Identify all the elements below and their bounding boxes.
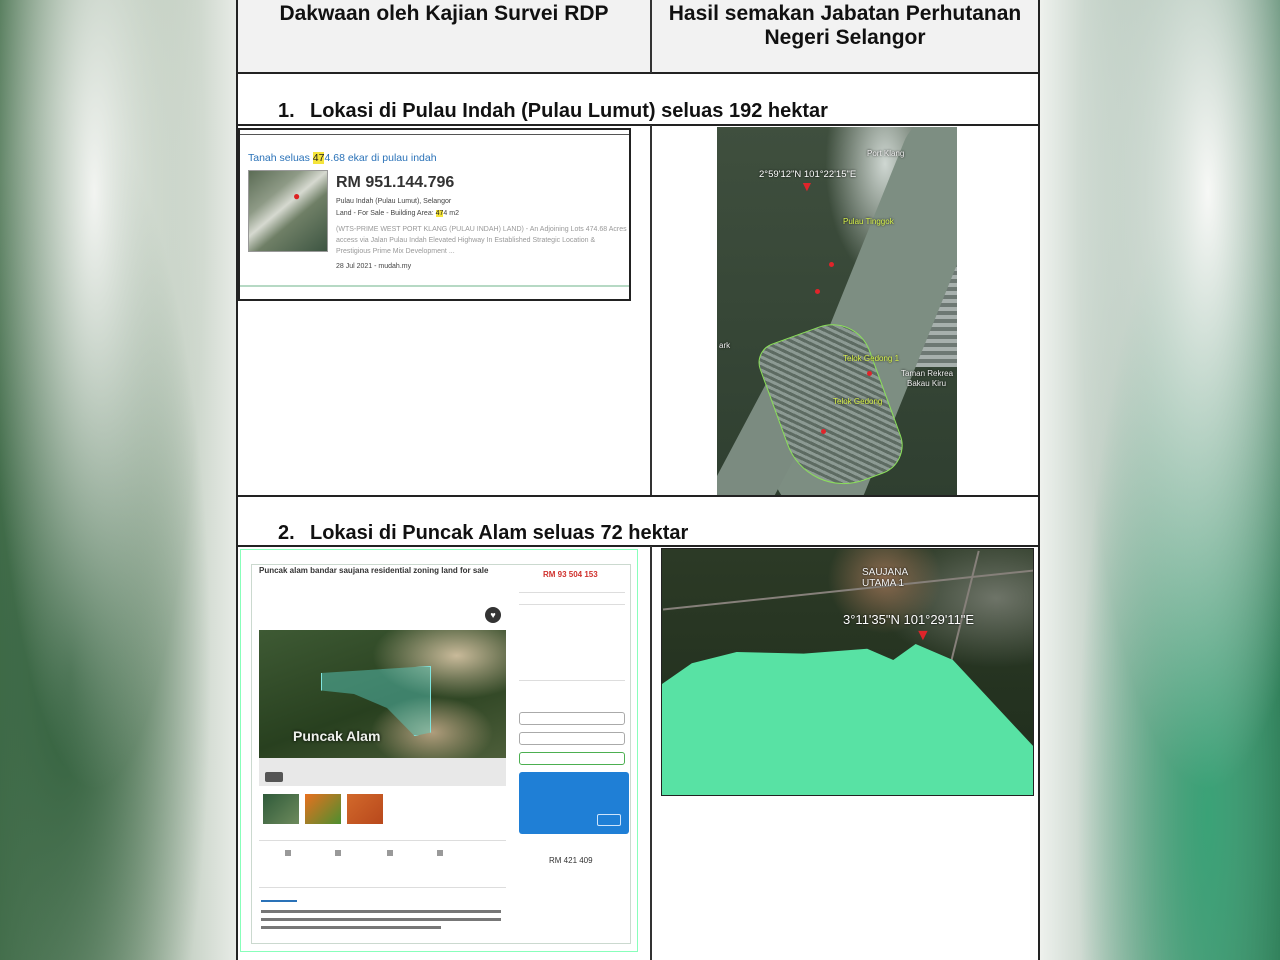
- listing-price: RM 951.144.796: [336, 174, 455, 191]
- spec-icon: [285, 850, 291, 856]
- table-rule: [238, 545, 1038, 547]
- description-text-line: [261, 926, 441, 929]
- document-page: [236, 0, 1040, 960]
- map-label-port-klang: Port Klang: [867, 149, 905, 158]
- section-1-title: [278, 100, 828, 123]
- listing-aerial-photo: [259, 630, 506, 758]
- map-label-town: SAUJANA UTAMA 1: [862, 567, 909, 589]
- listing-price: RM 93 504 153: [543, 570, 598, 579]
- spec-icon: [437, 850, 443, 856]
- listing-map-thumbnail: [248, 170, 328, 252]
- forest-reserve-area: [662, 644, 1034, 796]
- column-header-forestry-line1: Hasil semakan Jabatan Perhutanan: [668, 2, 1022, 25]
- listing-photo-label: Puncak Alam: [293, 728, 381, 744]
- spec-icon: [335, 850, 341, 856]
- table-rule: [238, 124, 1038, 126]
- gallery-bar: [259, 758, 506, 786]
- column-header-claim-text: Dakwaan oleh Kajian Survei RDP: [279, 2, 609, 25]
- map-marker: [815, 289, 820, 294]
- column-header-forestry: [652, 0, 1038, 72]
- gallery-thumbnail: [263, 794, 299, 824]
- column-header-claim: [238, 0, 650, 72]
- listing-description-line1: (WTS-PRIME WEST PORT KLANG (PULAU INDAH) LAND) - An Adjoining Lots 474.68 Acres: [336, 226, 627, 233]
- blurred-background-left: [0, 0, 236, 960]
- satellite-map-pulau-indah: [717, 127, 957, 495]
- listing-specs: [259, 840, 506, 888]
- gallery-thumbnail: [305, 794, 341, 824]
- listing-footer-rule: [240, 285, 629, 287]
- map-marker: [821, 429, 826, 434]
- description-text-line: [261, 910, 501, 913]
- column-header-forestry-line2: Negeri Selangor: [764, 26, 926, 49]
- listing-date: 28 Jul 2021 - mudah.my: [336, 263, 412, 270]
- section-1-number: 1.: [278, 100, 295, 122]
- map-coordinate: 3°11'35"N 101°29'11"E: [843, 612, 975, 627]
- listing-title: Tanah seluas 474.68 ekar di pulau indah: [248, 152, 437, 164]
- sidebar-rule: [519, 680, 625, 681]
- column-divider: [650, 546, 652, 960]
- section-2-title-text: Lokasi di Puncak Alam seluas 72 hektar: [310, 522, 689, 544]
- listing-screenshot-puncak-alam: [240, 549, 638, 952]
- sidebar-button: [519, 712, 625, 725]
- map-coordinate: 2°59'12"N 101°22'15"E: [759, 169, 857, 180]
- column-divider: [650, 0, 652, 73]
- listing-type: Land - For Sale - Building Area: 474 m2: [336, 210, 459, 217]
- sidebar-rule: [519, 592, 625, 593]
- blurred-background-right: [1040, 0, 1280, 960]
- sidebar-whatsapp-button: [519, 752, 625, 765]
- map-pin-icon: ▼: [800, 178, 814, 194]
- section-2-title: [278, 522, 688, 545]
- sidebar-promo-button: [597, 814, 621, 826]
- sidebar-rule: [519, 604, 625, 605]
- map-pin-icon: ▼: [915, 627, 931, 644]
- satellite-map-puncak-alam: [661, 548, 1034, 796]
- listing-price-secondary: RM 421 409: [549, 856, 593, 865]
- map-label-telok-gedong: Telok Gedong: [833, 397, 883, 406]
- frame-line: [240, 134, 629, 135]
- map-label-telok-gedong-1: Telok Gedong 1: [843, 354, 900, 363]
- favorite-heart-icon: ♥: [485, 607, 501, 623]
- map-label-pulau-tinggok: Pulau Tinggok: [843, 217, 894, 226]
- description-tab-indicator: [261, 900, 297, 902]
- camera-icon: [265, 772, 283, 782]
- spec-icon: [387, 850, 393, 856]
- listing-title: Puncak alam bandar saujana residential zoning land for sale: [259, 566, 489, 575]
- map-road: [663, 570, 1034, 611]
- column-divider: [650, 125, 652, 495]
- sidebar-button: [519, 732, 625, 745]
- map-label-bakau: Bakau Kiru: [907, 379, 947, 388]
- gallery-thumbnail: [347, 794, 383, 824]
- map-marker: [829, 262, 834, 267]
- listing-land-area-overlay: [321, 666, 431, 736]
- map-label-park: ark: [719, 341, 731, 350]
- listing-location: Pulau Indah (Pulau Lumut), Selangor: [336, 198, 452, 205]
- table-rule: [238, 495, 1038, 497]
- map-pin-icon: ●: [293, 189, 301, 203]
- table-rule: [238, 72, 1038, 74]
- description-text-line: [261, 918, 501, 921]
- listing-description-line2: access via Jalan Pulau Indah Elevated Highway In Established Strategic Location &: [336, 237, 596, 244]
- listing-description-line3: Prestigious Prime Mix Development ...: [336, 248, 455, 255]
- map-label-taman-rekrea: Taman Rekrea: [901, 369, 954, 378]
- listing-screenshot-pulau-indah: [238, 128, 631, 301]
- section-2-number: 2.: [278, 522, 295, 544]
- section-1-title-text: Lokasi di Pulau Indah (Pulau Lumut) seluas 192 hektar: [310, 100, 828, 122]
- map-marker: [867, 371, 872, 376]
